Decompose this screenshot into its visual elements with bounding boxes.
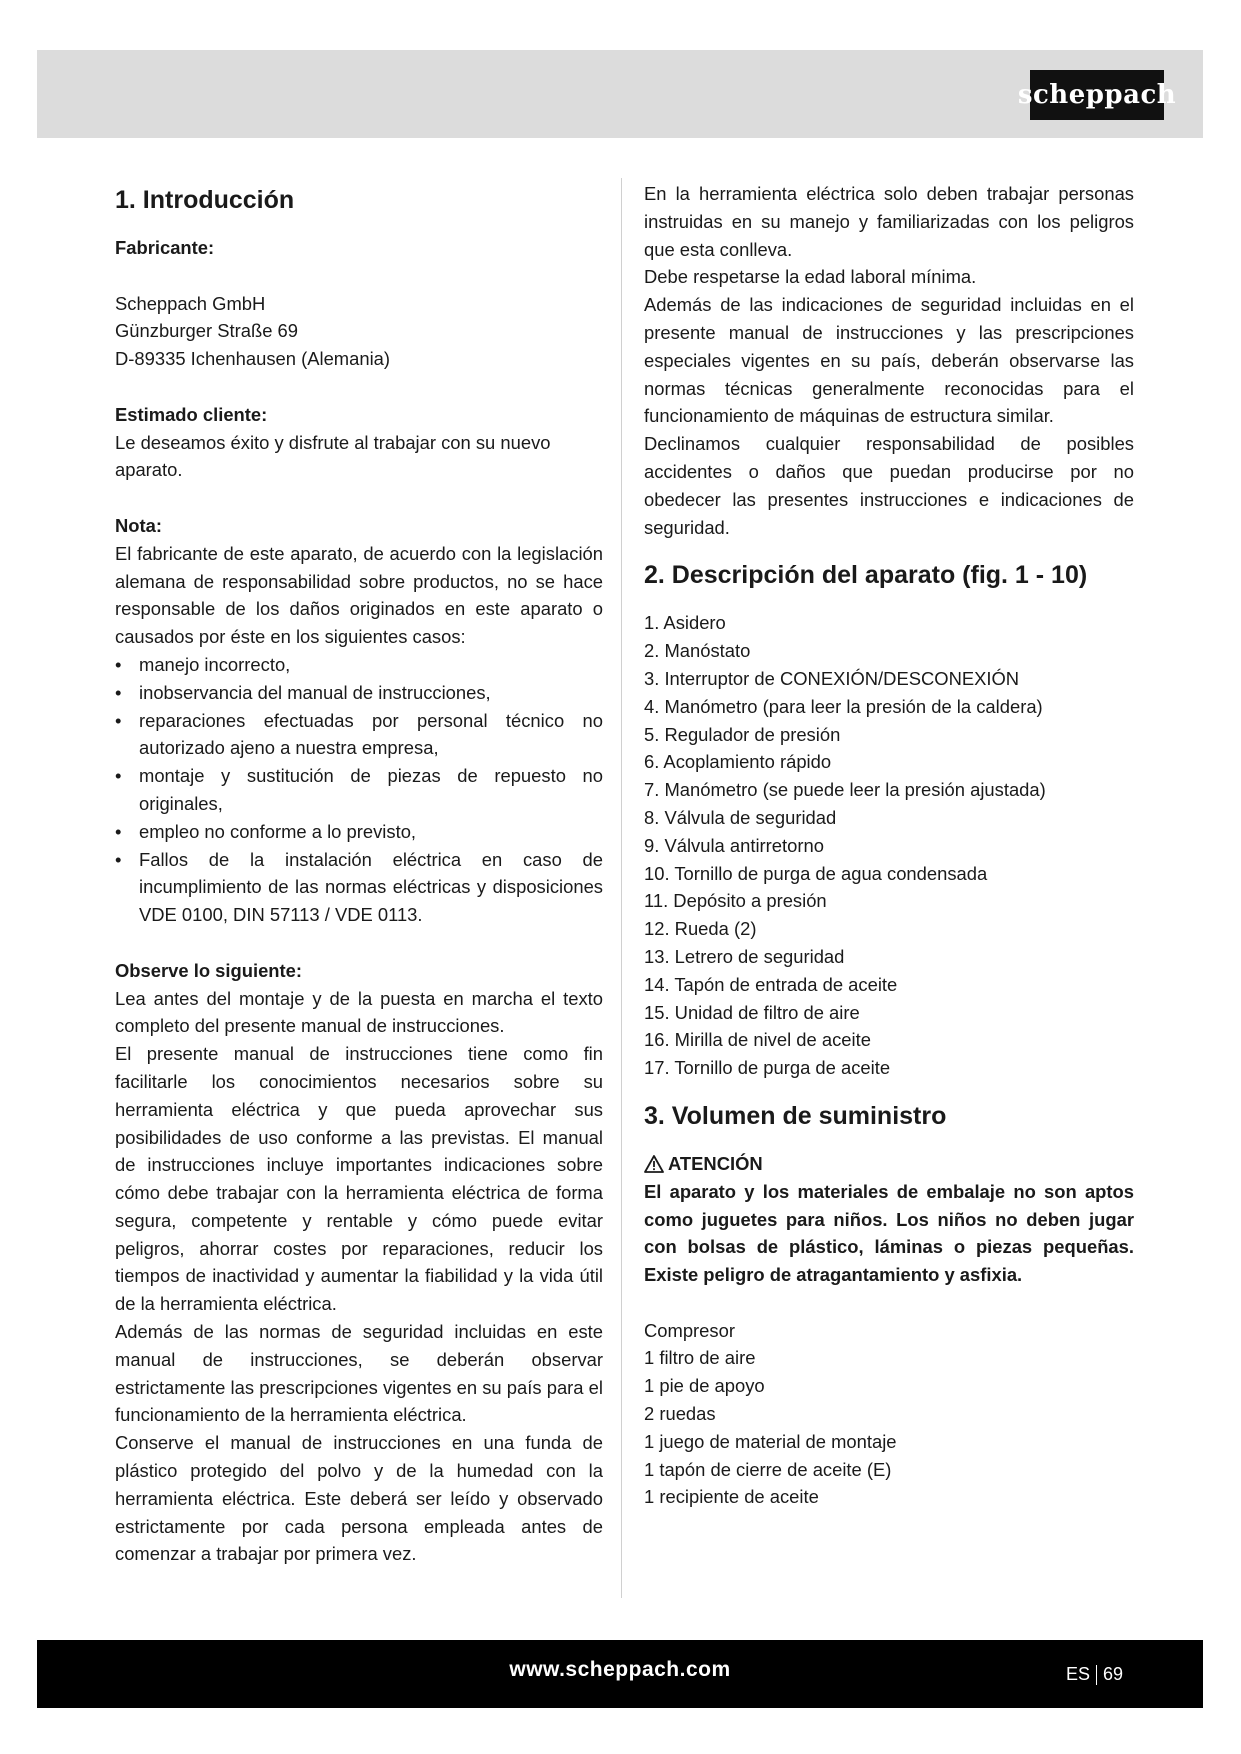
list-item: • empleo no conforme a lo previsto, <box>115 818 603 846</box>
language-code: ES <box>1065 1664 1090 1684</box>
warning-label: ATENCIÓN <box>668 1152 763 1174</box>
note-text: El fabricante de este aparato, de acuerdo con la legislación alemana de responsabilidad sobre productos, no se hace responsable de los daños originados en este aparato o causados por éste en los siguientes casos: <box>115 542 603 648</box>
page-number <box>1066 1640 1123 1708</box>
intro-paragraph: Además de las indicaciones de seguridad incluidas en el presente manual de instrucciones y las prescripciones especiales vigentes en su país, deberán observarse las normas técnicas generalmente reconocidas para el funcionamiento de máquinas de estructura similar. <box>644 294 1134 427</box>
note-bullet-list <box>115 651 603 929</box>
warning-triangle-icon <box>644 1155 664 1173</box>
right-column <box>644 180 1134 1511</box>
parts-list <box>644 609 1134 1082</box>
observe-paragraph: Además de las normas de seguridad incluidas en este manual de instrucciones, se deberán observar estrictamente las prescripciones vigentes en su país para el funcionamiento de la herramienta eléctrica. <box>115 1321 603 1426</box>
list-item: 16. Mirilla de nivel de aceite <box>644 1029 871 1051</box>
supply-item: 2 ruedas <box>644 1403 716 1425</box>
list-item: 4. Manómetro (para leer la presión de la caldera) <box>644 695 1043 717</box>
observe-paragraph: Conserve el manual de instrucciones en una funda de plástico protegido del polvo y de la humedad con la herramienta eléctrica. Este deberá ser leído y observado estrictamente por cada persona empleada antes de comenzar a trabajar por primera vez. <box>115 1432 603 1565</box>
column-divider <box>621 178 622 1598</box>
list-item: • Fallos de la instalación eléctrica en caso de incumplimiento de las normas eléctricas y disposiciones VDE 0100, DIN 57113 / VDE 0113. <box>115 846 603 929</box>
supply-item: 1 juego de material de montaje <box>644 1430 897 1452</box>
list-item: 17. Tornillo de purga de aceite <box>644 1057 891 1079</box>
separator <box>1096 1665 1097 1685</box>
section-2-title: 2. Descripción del aparato (fig. 1 - 10) <box>644 561 1088 590</box>
section-3-title: 3. Volumen de suministro <box>644 1101 947 1130</box>
warning-heading <box>644 1150 1134 1178</box>
list-item: 2. Manóstato <box>644 640 751 662</box>
list-item: • manejo incorrecto, <box>115 651 603 679</box>
footer-url: www.scheppach.com <box>509 1658 731 1681</box>
supply-item: 1 filtro de aire <box>644 1347 756 1369</box>
address-line: Günzburger Straße 69 <box>115 320 298 342</box>
list-item: 14. Tapón de entrada de aceite <box>644 973 898 995</box>
list-item: 6. Acoplamiento rápido <box>644 751 832 773</box>
list-item: 1. Asidero <box>644 612 726 634</box>
address-line: D-89335 Ichenhausen (Alemania) <box>115 348 391 370</box>
left-column <box>115 180 603 1568</box>
list-item: • montaje y sustitución de piezas de repuesto no originales, <box>115 762 603 818</box>
observe-paragraph: Lea antes del montaje y de la puesta en marcha el texto completo del presente manual de instrucciones. <box>115 987 603 1037</box>
page-number-value: 69 <box>1102 1664 1123 1684</box>
list-item: 8. Válvula de seguridad <box>644 806 837 828</box>
list-item: 9. Válvula antirretorno <box>644 834 824 856</box>
list-item: 13. Letrero de seguridad <box>644 945 845 967</box>
supply-item: 1 tapón de cierre de aceite (E) <box>644 1458 892 1480</box>
intro-paragraph: Declinamos cualquier responsabilidad de posibles accidentes o daños que puedan producirse por no obedecer las presentes instrucciones e indicaciones de seguridad. <box>644 433 1134 538</box>
list-item: 5. Regulador de presión <box>644 723 841 745</box>
list-item: • reparaciones efectuadas por personal técnico no autorizado ajeno a nuestra empresa, <box>115 707 603 763</box>
list-item: • inobservancia del manual de instrucciones, <box>115 679 603 707</box>
supply-item: 1 pie de apoyo <box>644 1375 765 1397</box>
customer-label: Estimado cliente: <box>115 403 268 425</box>
intro-paragraph: En la herramienta eléctrica solo deben trabajar personas instruidas en su manejo y familiarizadas con los peligros que esta conlleva. <box>644 183 1134 260</box>
observe-paragraph: El presente manual de instrucciones tiene como fin facilitarle los conocimientos necesarios sobre su herramienta eléctrica y que pueda aprovechar sus posibilidades de uso conforme a las previstas. El manual de instrucciones incluye importantes indicaciones sobre cómo debe trabajar con la herramienta eléctrica de forma segura, competente y rentable y cómo puede evitar peligros, ahorrar costes por reparaciones, reducir los tiempos de inactividad y aumentar la fiabilidad y la vida útil de la herramienta eléctrica. <box>115 1043 603 1315</box>
manufacturer-label: Fabricante: <box>115 237 215 258</box>
customer-text: Le deseamos éxito y disfrute al trabajar con su nuevo aparato. <box>115 431 551 481</box>
supply-item: 1 recipiente de aceite <box>644 1486 819 1508</box>
footer-bar <box>37 1640 1203 1708</box>
list-item: 3. Interruptor de CONEXIÓN/DESCONEXIÓN <box>644 667 1020 689</box>
list-item: 12. Rueda (2) <box>644 918 757 940</box>
note-label: Nota: <box>115 514 162 536</box>
observe-label: Observe lo siguiente: <box>115 959 303 981</box>
supply-item: Compresor <box>644 1319 735 1341</box>
warning-text: El aparato y los materiales de embalaje no son aptos como juguetes para niños. Los niños no deben jugar con bolsas de plástico, láminas o piezas pequeñas. Existe peligro de atragantamiento y asfixia. <box>644 1180 1134 1286</box>
address-line: Scheppach GmbH <box>115 292 266 314</box>
intro-paragraph: Debe respetarse la edad laboral mínima. <box>644 266 977 288</box>
list-item: 11. Depósito a presión <box>644 890 827 912</box>
list-item: 15. Unidad de filtro de aire <box>644 1001 860 1023</box>
scheppach-logo: scheppach <box>1030 70 1164 120</box>
list-item: 10. Tornillo de purga de agua condensada <box>644 862 988 884</box>
section-1-title: 1. Introducción <box>115 186 295 214</box>
list-item: 7. Manómetro (se puede leer la presión ajustada) <box>644 779 1046 801</box>
